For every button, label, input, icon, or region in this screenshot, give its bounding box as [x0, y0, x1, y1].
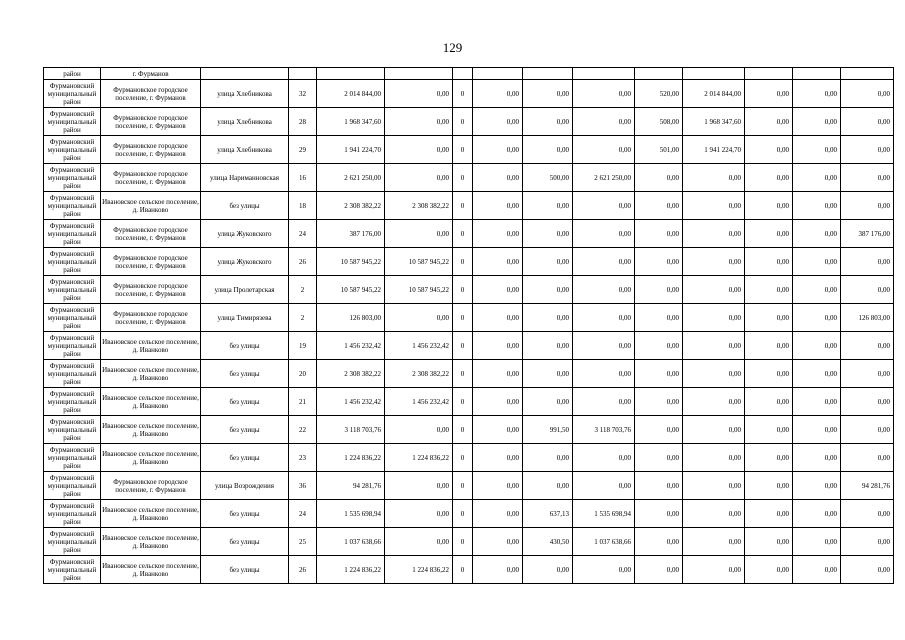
cell-cost-d: 0,00	[683, 248, 745, 276]
cell-cost-d: 0,00	[683, 360, 745, 388]
table-row	[44, 556, 894, 584]
cell-cost-f: 0,00	[841, 192, 894, 220]
cell-count-a: 0	[453, 444, 473, 472]
cell-street: улица Хлебникова	[201, 108, 289, 136]
cell-area-c: 0,00	[635, 500, 683, 528]
cell-house-number: 18	[289, 192, 317, 220]
cell-street: улица Жуковского	[201, 248, 289, 276]
cell-area-b: 0,00	[523, 108, 573, 136]
cell-cost-d: 0,00	[683, 500, 745, 528]
cell-cost-c: 0,00	[573, 108, 635, 136]
cell-house-number: 28	[289, 108, 317, 136]
cell-cost-d: 0,00	[683, 332, 745, 360]
cell-count-a: 0	[453, 556, 473, 584]
cell-district: Фурмановский муниципальный район	[44, 80, 101, 108]
cell-cost-b: 0,00	[473, 360, 523, 388]
cell-count-a: 0	[453, 136, 473, 164]
cell-cost-f: 94 281,76	[841, 472, 894, 500]
cell-cost-c: 0,00	[573, 304, 635, 332]
cell-district: Фурмановский муниципальный район	[44, 108, 101, 136]
cell-area-b: 0,00	[523, 276, 573, 304]
table-row-continuation	[44, 68, 894, 80]
cell-cost-a: 1 456 232,42	[385, 388, 453, 416]
cell-cost-a: 1 224 836,22	[385, 444, 453, 472]
cell-cost-e: 0,00	[793, 304, 841, 332]
cell-street: улица Тимирязева	[201, 304, 289, 332]
cell-cost-b: 0,00	[473, 472, 523, 500]
cell-settlement: Ивановское сельское поселение, д. Иванково	[101, 416, 201, 444]
cell-house-number: 22	[289, 416, 317, 444]
cell-house-number: 26	[289, 556, 317, 584]
cell-cost-d: 0,00	[683, 164, 745, 192]
cell-cost-d: 1 968 347,60	[683, 108, 745, 136]
table-row	[44, 136, 894, 164]
cell-area-c: 501,00	[635, 136, 683, 164]
cell-cost-f: 0,00	[841, 136, 894, 164]
table-row	[44, 472, 894, 500]
cell-total-cost: 1 456 232,42	[317, 388, 385, 416]
cell-district: Фурмановский муниципальный район	[44, 416, 101, 444]
cell-cost-c: 0,00	[573, 136, 635, 164]
cell-total-cost: 1 968 347,60	[317, 108, 385, 136]
cell-settlement: Фурмановское городское поселение, г. Фурманов	[101, 108, 201, 136]
cell-district: Фурмановский муниципальный район	[44, 276, 101, 304]
cell-street: улица Хлебникова	[201, 136, 289, 164]
cell-area-b: 430,50	[523, 528, 573, 556]
cell-settlement: г. Фурманов	[101, 68, 201, 80]
cell-street: улица Жуковского	[201, 220, 289, 248]
cell-cost-f: 0,00	[841, 388, 894, 416]
cell-house-number: 20	[289, 360, 317, 388]
cell-settlement: Ивановское сельское поселение, д. Иванково	[101, 388, 201, 416]
cell-district: Фурмановский муниципальный район	[44, 192, 101, 220]
cell-street: улица Нариманновская	[201, 164, 289, 192]
cell-house-number: 24	[289, 220, 317, 248]
cell-cost-f: 0,00	[841, 80, 894, 108]
cell-area-d: 0,00	[745, 164, 793, 192]
cell-street: без улицы	[201, 528, 289, 556]
cell-cost-a: 0,00	[385, 136, 453, 164]
cell-cost-c: 0,00	[573, 388, 635, 416]
cell-cost-d: 1 941 224,70	[683, 136, 745, 164]
cell-area-c: 0,00	[635, 416, 683, 444]
cell-cost-d: 0,00	[683, 556, 745, 584]
cell-cost-b: 0,00	[473, 416, 523, 444]
cell-cost-a: 0,00	[385, 220, 453, 248]
cell-total-cost: 1 535 698,94	[317, 500, 385, 528]
cell-cost-d: 0,00	[683, 304, 745, 332]
cell-cost-a: 2 308 382,22	[385, 360, 453, 388]
cell-settlement: Фурмановское городское поселение, г. Фурманов	[101, 80, 201, 108]
cell-street: без улицы	[201, 332, 289, 360]
cell-area-c: 0,00	[635, 220, 683, 248]
cell-area-c: 0,00	[635, 388, 683, 416]
cell-cost-f: 0,00	[841, 276, 894, 304]
cell-cost-b: 0,00	[473, 332, 523, 360]
cell-house-number: 23	[289, 444, 317, 472]
cell-district: район	[44, 68, 101, 80]
cell-count-a: 0	[453, 500, 473, 528]
cell-total-cost: 1 037 638,66	[317, 528, 385, 556]
cell-cost-c: 0,00	[573, 556, 635, 584]
cell-cost-b: 0,00	[473, 220, 523, 248]
data-table	[43, 67, 894, 584]
cell-cost-f: 0,00	[841, 164, 894, 192]
cell-cost-e: 0,00	[793, 192, 841, 220]
cell-cost-c: 3 118 703,76	[573, 416, 635, 444]
cell-cost-e: 0,00	[793, 164, 841, 192]
cell-area-c: 0,00	[635, 472, 683, 500]
cell-district: Фурмановский муниципальный район	[44, 248, 101, 276]
cell-total-cost: 94 281,76	[317, 472, 385, 500]
cell-area-d: 0,00	[745, 304, 793, 332]
cell-settlement: Ивановское сельское поселение, д. Иванково	[101, 192, 201, 220]
cell-cost-a: 0,00	[385, 164, 453, 192]
cell-total-cost: 1 941 224,70	[317, 136, 385, 164]
cell-street: без улицы	[201, 556, 289, 584]
cell-district: Фурмановский муниципальный район	[44, 360, 101, 388]
cell-area-c: 0,00	[635, 332, 683, 360]
cell-street: улица Возрождения	[201, 472, 289, 500]
cell-area-b: 0,00	[523, 220, 573, 248]
cell-count-a: 0	[453, 276, 473, 304]
cell-area-b: 500,00	[523, 164, 573, 192]
cell-area-d: 0,00	[745, 416, 793, 444]
cell-house-number: 36	[289, 472, 317, 500]
cell-cost-f: 0,00	[841, 528, 894, 556]
cell-settlement: Ивановское сельское поселение, д. Иванково	[101, 528, 201, 556]
cell-area-b: 0,00	[523, 248, 573, 276]
cell-cost-f: 0,00	[841, 360, 894, 388]
cell-area-d: 0,00	[745, 108, 793, 136]
cell-cost-c: 1 037 638,66	[573, 528, 635, 556]
cell-cost-c: 0,00	[573, 444, 635, 472]
cell-total-cost: 387 176,00	[317, 220, 385, 248]
cell-count-a: 0	[453, 388, 473, 416]
cell-settlement: Ивановское сельское поселение, д. Иванково	[101, 360, 201, 388]
cell-cost-f: 0,00	[841, 332, 894, 360]
table-row	[44, 248, 894, 276]
cell-area-d: 0,00	[745, 276, 793, 304]
table-row	[44, 388, 894, 416]
cell-count-a: 0	[453, 528, 473, 556]
cell-cost-e: 0,00	[793, 276, 841, 304]
cell-cost-b: 0,00	[473, 556, 523, 584]
cell-total-cost: 2 308 382,22	[317, 192, 385, 220]
cell-cost-f: 0,00	[841, 108, 894, 136]
table-row	[44, 220, 894, 248]
cell-total-cost: 2 308 382,22	[317, 360, 385, 388]
cell-area-d: 0,00	[745, 444, 793, 472]
cell-cost-e: 0,00	[793, 472, 841, 500]
cell-count-a: 0	[453, 108, 473, 136]
table-row	[44, 304, 894, 332]
cell-district: Фурмановский муниципальный район	[44, 472, 101, 500]
cell-area-d: 0,00	[745, 220, 793, 248]
cell-total-cost: 3 118 703,76	[317, 416, 385, 444]
cell-cost-b: 0,00	[473, 444, 523, 472]
cell-cost-d: 0,00	[683, 528, 745, 556]
cell-cost-c: 0,00	[573, 80, 635, 108]
table-row	[44, 500, 894, 528]
cell-area-c: 0,00	[635, 248, 683, 276]
cell-count-a: 0	[453, 80, 473, 108]
cell-cost-b: 0,00	[473, 108, 523, 136]
cell-cost-d: 0,00	[683, 416, 745, 444]
cell-cost-b: 0,00	[473, 500, 523, 528]
cell-cost-b: 0,00	[473, 192, 523, 220]
cell-cost-e: 0,00	[793, 220, 841, 248]
cell-settlement: Фурмановское городское поселение, г. Фурманов	[101, 220, 201, 248]
cell-cost-a: 2 308 382,22	[385, 192, 453, 220]
cell-cost-b: 0,00	[473, 164, 523, 192]
table-row	[44, 164, 894, 192]
cell-cost-b: 0,00	[473, 528, 523, 556]
cell-district: Фурмановский муниципальный район	[44, 332, 101, 360]
cell-cost-a: 0,00	[385, 304, 453, 332]
cell-settlement: Ивановское сельское поселение, д. Иванково	[101, 332, 201, 360]
cell-settlement: Фурмановское городское поселение, г. Фурманов	[101, 248, 201, 276]
cell-cost-b: 0,00	[473, 248, 523, 276]
cell-cost-a: 0,00	[385, 528, 453, 556]
table-row	[44, 416, 894, 444]
cell-cost-f: 0,00	[841, 248, 894, 276]
table-row	[44, 360, 894, 388]
table-row	[44, 528, 894, 556]
cell-count-a: 0	[453, 304, 473, 332]
cell-house-number: 26	[289, 248, 317, 276]
cell-settlement: Фурмановское городское поселение, г. Фурманов	[101, 304, 201, 332]
cell-area-c: 0,00	[635, 528, 683, 556]
cell-cost-e: 0,00	[793, 332, 841, 360]
cell-area-b: 0,00	[523, 80, 573, 108]
cell-cost-f: 0,00	[841, 416, 894, 444]
cell-cost-b: 0,00	[473, 304, 523, 332]
cell-area-b: 0,00	[523, 136, 573, 164]
cell-cost-a: 0,00	[385, 416, 453, 444]
cell-cost-e: 0,00	[793, 416, 841, 444]
cell-house-number: 2	[289, 304, 317, 332]
cell-cost-f: 387 176,00	[841, 220, 894, 248]
cell-cost-e: 0,00	[793, 444, 841, 472]
cell-street: без улицы	[201, 500, 289, 528]
cell-total-cost: 2 621 250,00	[317, 164, 385, 192]
table-row	[44, 192, 894, 220]
cell-district: Фурмановский муниципальный район	[44, 444, 101, 472]
cell-settlement: Фурмановское городское поселение, г. Фурманов	[101, 472, 201, 500]
cell-cost-d: 0,00	[683, 192, 745, 220]
cell-cost-c: 0,00	[573, 276, 635, 304]
cell-area-d: 0,00	[745, 500, 793, 528]
table-row	[44, 80, 894, 108]
cell-settlement: Фурмановское городское поселение, г. Фурманов	[101, 276, 201, 304]
cell-area-c: 0,00	[635, 164, 683, 192]
cell-house-number: 25	[289, 528, 317, 556]
cell-area-c: 0,00	[635, 192, 683, 220]
cell-cost-e: 0,00	[793, 80, 841, 108]
cell-house-number: 2	[289, 276, 317, 304]
cell-cost-e: 0,00	[793, 556, 841, 584]
cell-settlement: Фурмановское городское поселение, г. Фурманов	[101, 136, 201, 164]
cell-district: Фурмановский муниципальный район	[44, 164, 101, 192]
cell-area-c: 0,00	[635, 360, 683, 388]
page-number: 129	[442, 40, 463, 55]
table-row	[44, 108, 894, 136]
cell-count-a: 0	[453, 220, 473, 248]
cell-total-cost: 2 014 844,00	[317, 80, 385, 108]
cell-count-a: 0	[453, 164, 473, 192]
cell-cost-a: 10 587 945,22	[385, 248, 453, 276]
cell-area-c: 0,00	[635, 556, 683, 584]
cell-street: без улицы	[201, 360, 289, 388]
cell-street: без улицы	[201, 192, 289, 220]
cell-district: Фурмановский муниципальный район	[44, 556, 101, 584]
cell-area-d: 0,00	[745, 528, 793, 556]
cell-cost-a: 0,00	[385, 108, 453, 136]
cell-cost-c: 0,00	[573, 332, 635, 360]
cell-area-b: 637,13	[523, 500, 573, 528]
cell-cost-a: 0,00	[385, 500, 453, 528]
cell-area-b: 0,00	[523, 332, 573, 360]
cell-area-d: 0,00	[745, 192, 793, 220]
cell-street: без улицы	[201, 388, 289, 416]
cell-cost-f: 0,00	[841, 556, 894, 584]
cell-count-a: 0	[453, 248, 473, 276]
cell-total-cost: 1 456 232,42	[317, 332, 385, 360]
cell-house-number: 19	[289, 332, 317, 360]
cell-area-d: 0,00	[745, 136, 793, 164]
cell-total-cost: 1 224 836,22	[317, 556, 385, 584]
cell-cost-d: 0,00	[683, 472, 745, 500]
cell-house-number: 16	[289, 164, 317, 192]
cell-area-b: 0,00	[523, 192, 573, 220]
cell-cost-b: 0,00	[473, 80, 523, 108]
cell-cost-c: 2 621 250,00	[573, 164, 635, 192]
cell-area-b: 0,00	[523, 472, 573, 500]
cell-house-number: 29	[289, 136, 317, 164]
cell-cost-e: 0,00	[793, 528, 841, 556]
cell-area-b: 0,00	[523, 388, 573, 416]
cell-cost-c: 0,00	[573, 360, 635, 388]
cell-cost-d: 0,00	[683, 276, 745, 304]
cell-area-d: 0,00	[745, 556, 793, 584]
cell-house-number: 21	[289, 388, 317, 416]
table-row	[44, 332, 894, 360]
cell-count-a: 0	[453, 472, 473, 500]
cell-area-c: 508,00	[635, 108, 683, 136]
cell-cost-d: 2 014 844,00	[683, 80, 745, 108]
cell-cost-e: 0,00	[793, 388, 841, 416]
cell-total-cost: 10 587 945,22	[317, 248, 385, 276]
cell-cost-d: 0,00	[683, 388, 745, 416]
cell-district: Фурмановский муниципальный район	[44, 500, 101, 528]
table-row	[44, 444, 894, 472]
cell-cost-e: 0,00	[793, 108, 841, 136]
cell-cost-e: 0,00	[793, 500, 841, 528]
cell-house-number: 24	[289, 500, 317, 528]
cell-area-b: 0,00	[523, 360, 573, 388]
cell-count-a: 0	[453, 192, 473, 220]
cell-area-d: 0,00	[745, 80, 793, 108]
cell-count-a: 0	[453, 416, 473, 444]
cell-area-d: 0,00	[745, 360, 793, 388]
cell-district: Фурмановский муниципальный район	[44, 304, 101, 332]
cell-cost-d: 0,00	[683, 444, 745, 472]
table-row	[44, 276, 894, 304]
cell-district: Фурмановский муниципальный район	[44, 136, 101, 164]
cell-count-a: 0	[453, 332, 473, 360]
cell-cost-e: 0,00	[793, 248, 841, 276]
cell-settlement: Фурмановское городское поселение, г. Фурманов	[101, 164, 201, 192]
cell-cost-a: 1 224 836,22	[385, 556, 453, 584]
cell-total-cost: 126 803,00	[317, 304, 385, 332]
cell-area-c: 0,00	[635, 276, 683, 304]
cell-cost-c: 0,00	[573, 192, 635, 220]
cell-area-b: 0,00	[523, 444, 573, 472]
cell-settlement: Ивановское сельское поселение, д. Иванково	[101, 444, 201, 472]
cell-area-d: 0,00	[745, 332, 793, 360]
cell-cost-e: 0,00	[793, 360, 841, 388]
cell-cost-c: 0,00	[573, 248, 635, 276]
cell-cost-a: 1 456 232,42	[385, 332, 453, 360]
cell-house-number: 32	[289, 80, 317, 108]
cell-area-b: 991,50	[523, 416, 573, 444]
cell-street: без улицы	[201, 416, 289, 444]
cell-district: Фурмановский муниципальный район	[44, 220, 101, 248]
cell-area-c: 0,00	[635, 444, 683, 472]
cell-street: улица Хлебникова	[201, 80, 289, 108]
cell-cost-e: 0,00	[793, 136, 841, 164]
cell-cost-b: 0,00	[473, 388, 523, 416]
cell-area-b: 0,00	[523, 556, 573, 584]
cell-area-d: 0,00	[745, 248, 793, 276]
cell-district: Фурмановский муниципальный район	[44, 388, 101, 416]
cell-area-c: 0,00	[635, 304, 683, 332]
cell-cost-f: 0,00	[841, 444, 894, 472]
cell-settlement: Ивановское сельское поселение, д. Иванково	[101, 500, 201, 528]
cell-street: без улицы	[201, 444, 289, 472]
cell-cost-f: 126 803,00	[841, 304, 894, 332]
cell-total-cost: 10 587 945,22	[317, 276, 385, 304]
cell-area-d: 0,00	[745, 472, 793, 500]
cell-total-cost: 1 224 836,22	[317, 444, 385, 472]
cell-settlement: Ивановское сельское поселение, д. Иванково	[101, 556, 201, 584]
cell-area-d: 0,00	[745, 388, 793, 416]
cell-cost-a: 0,00	[385, 472, 453, 500]
cell-cost-d: 0,00	[683, 220, 745, 248]
cell-cost-b: 0,00	[473, 276, 523, 304]
cell-district: Фурмановский муниципальный район	[44, 528, 101, 556]
cell-area-b: 0,00	[523, 304, 573, 332]
cell-cost-b: 0,00	[473, 136, 523, 164]
cell-cost-c: 1 535 698,94	[573, 500, 635, 528]
cell-cost-f: 0,00	[841, 500, 894, 528]
cell-area-c: 520,00	[635, 80, 683, 108]
cell-cost-c: 0,00	[573, 472, 635, 500]
cell-count-a: 0	[453, 360, 473, 388]
cell-street: улица Пролетарская	[201, 276, 289, 304]
cell-cost-a: 10 587 945,22	[385, 276, 453, 304]
cell-cost-a: 0,00	[385, 80, 453, 108]
cell-cost-c: 0,00	[573, 220, 635, 248]
